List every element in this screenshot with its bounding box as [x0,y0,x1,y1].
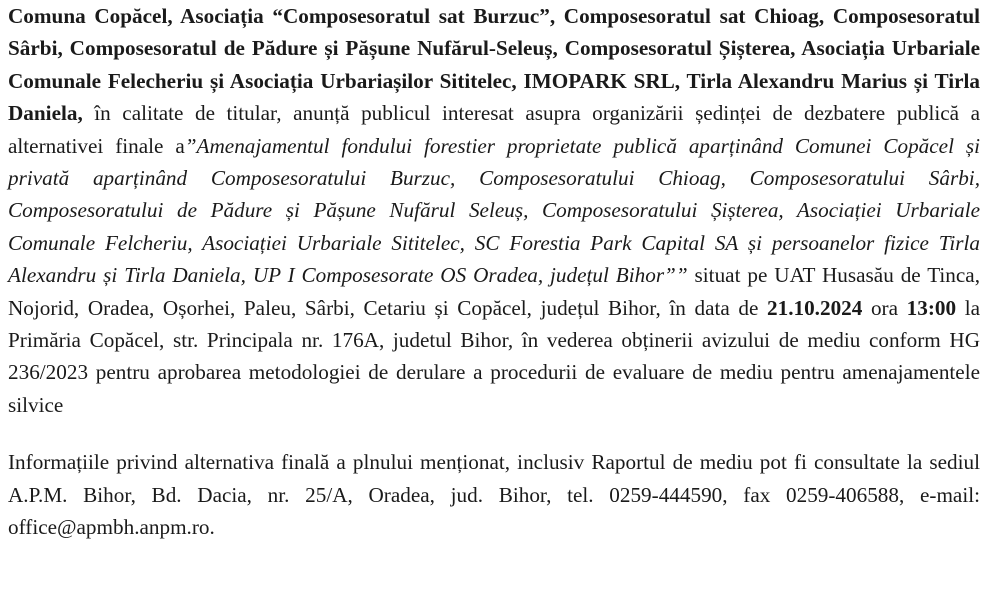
notice-paragraph-main [8,0,980,421]
meeting-time: 13:00 [906,295,957,320]
venue-text: la Primăria Copăcel, str. Principala nr. 176A, judetul Bihor, în vederea obținerii avizului de mediu conform HG 236/2023 pentru aprobarea metodologiei de derulare a procedurii de evaluare de mediu pentru amenajamentele silvice [8,295,980,417]
contact-text: Informațiile privind alternativa finală a plnului menționat, inclusiv Raportul de mediu pot fi consultate la sediul A.P.M. Bihor, Bd. Dacia, nr. 25/A, Oradea, jud. Bihor, tel. 0259-444590, fax 0259-406588, e-mail: office@apmbh.anpm.ro. [8,450,980,540]
location-text: situat pe UAT Husasău de Tinca, Nojorid, Oradea, Oșorhei, Paleu, Sârbi, Cetariu și Copăcel, județul Bihor, în data de [8,263,981,320]
ora-text: ora [862,295,907,320]
meeting-date: 21.10.2024 [767,295,863,320]
titular-names: Comuna Copăcel, Asociația “Composesoratul sat Burzuc”, Composesoratul sat Chioag, Composesoratul Sârbi, Composesoratul de Pădure și Pășune Nufărul-Seleuș, Composesoratul Șișterea, Asociația Urbariale Comunale Felecheriu și Asociația Urbariașilor Sititelec, IMOPARK SRL, Tirla Alexandru Marius și Tirla Daniela, [8,4,980,126]
notice-paragraph-contact [8,446,980,543]
plan-title: ”Amenajamentul fondului forestier proprietate publică aparținând Comunei Copăcel și privată aparținând Composesoratului Burzuc, Composesoratului Chioag, Composesoratului Sârbi, Composesoratului de Pădure și Pășune Nufărul Seleuș, Composesoratului Șișterea, Asociației Urbariale Comunale Felcheriu, Asociației Urbariale Sititelec, SC Forestia Park Capital SA și persoanelor fizice Tirla Alexandru și Tirla Daniela, UP I Composesorate OS Oradea, județul Bihor”” [8,133,980,288]
intro-text: în calitate de titular, anunță publicul interesat asupra organizării ședinței de dezbatere publică a alternativei finale a [8,101,980,158]
public-notice-document [8,0,980,544]
